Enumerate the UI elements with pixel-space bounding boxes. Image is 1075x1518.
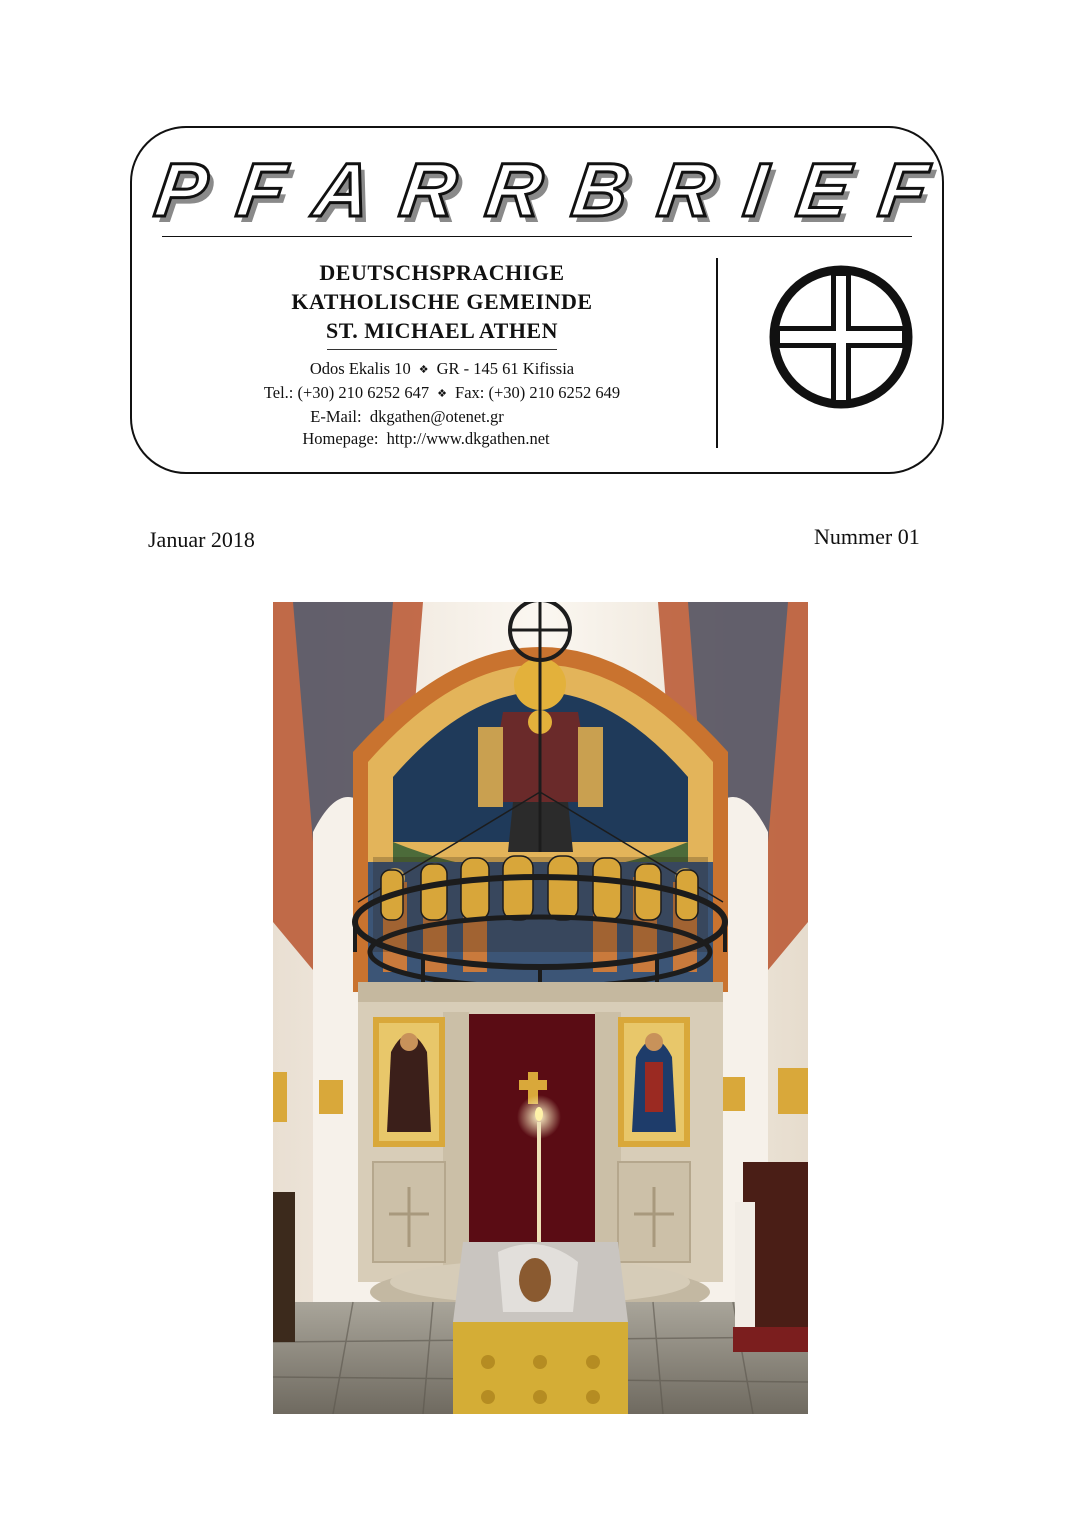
org-name-line-1: DEUTSCHSPRACHIGE xyxy=(319,260,565,285)
address-line xyxy=(212,358,672,382)
cross-emblem-icon xyxy=(766,264,916,414)
masthead-letter: F xyxy=(231,148,291,233)
masthead-letter: E xyxy=(791,148,855,233)
masthead-title xyxy=(150,146,933,236)
masthead-letter: R xyxy=(395,148,463,233)
telephone: Tel.: (+30) 210 6252 647 xyxy=(263,383,430,402)
street: Odos Ekalis 10 xyxy=(309,359,411,378)
email-line xyxy=(142,406,672,428)
vertical-divider xyxy=(716,258,718,448)
org-name-line-3: ST. MICHAEL ATHEN xyxy=(325,318,558,343)
masthead-letter: I xyxy=(739,148,773,233)
issue-number: Nummer 01 xyxy=(814,524,920,549)
city: GR - 145 61 Kifissia xyxy=(436,359,575,378)
church-interior-illustration xyxy=(273,602,808,1414)
masthead-letter: F xyxy=(873,148,933,233)
homepage-line xyxy=(180,428,672,450)
masthead-letter: P xyxy=(150,148,213,233)
organization-block xyxy=(212,258,672,450)
masthead-letter: R xyxy=(481,148,549,233)
masthead-letter: B xyxy=(567,148,635,233)
fax: Fax: (+30) 210 6252 649 xyxy=(455,383,621,402)
org-name-line-2: KATHOLISCHE GEMEINDE xyxy=(291,289,593,314)
masthead-letter: R xyxy=(653,148,721,233)
homepage-label: Homepage: xyxy=(302,429,379,448)
church-interior-photo xyxy=(273,602,808,1414)
masthead-box xyxy=(130,126,944,474)
phone-line xyxy=(212,382,672,406)
homepage-link[interactable]: http://www.dkgathen.net xyxy=(386,429,550,448)
email-label: E-Mail: xyxy=(310,407,362,426)
masthead-divider xyxy=(162,236,912,237)
issue-date: Januar 2018 xyxy=(148,527,255,552)
separator-icon: ❖ xyxy=(437,388,448,400)
masthead-letter: A xyxy=(309,148,377,233)
email-address[interactable]: dkgathen@otenet.gr xyxy=(369,407,504,426)
separator-icon: ❖ xyxy=(418,364,429,376)
org-divider xyxy=(327,349,557,350)
